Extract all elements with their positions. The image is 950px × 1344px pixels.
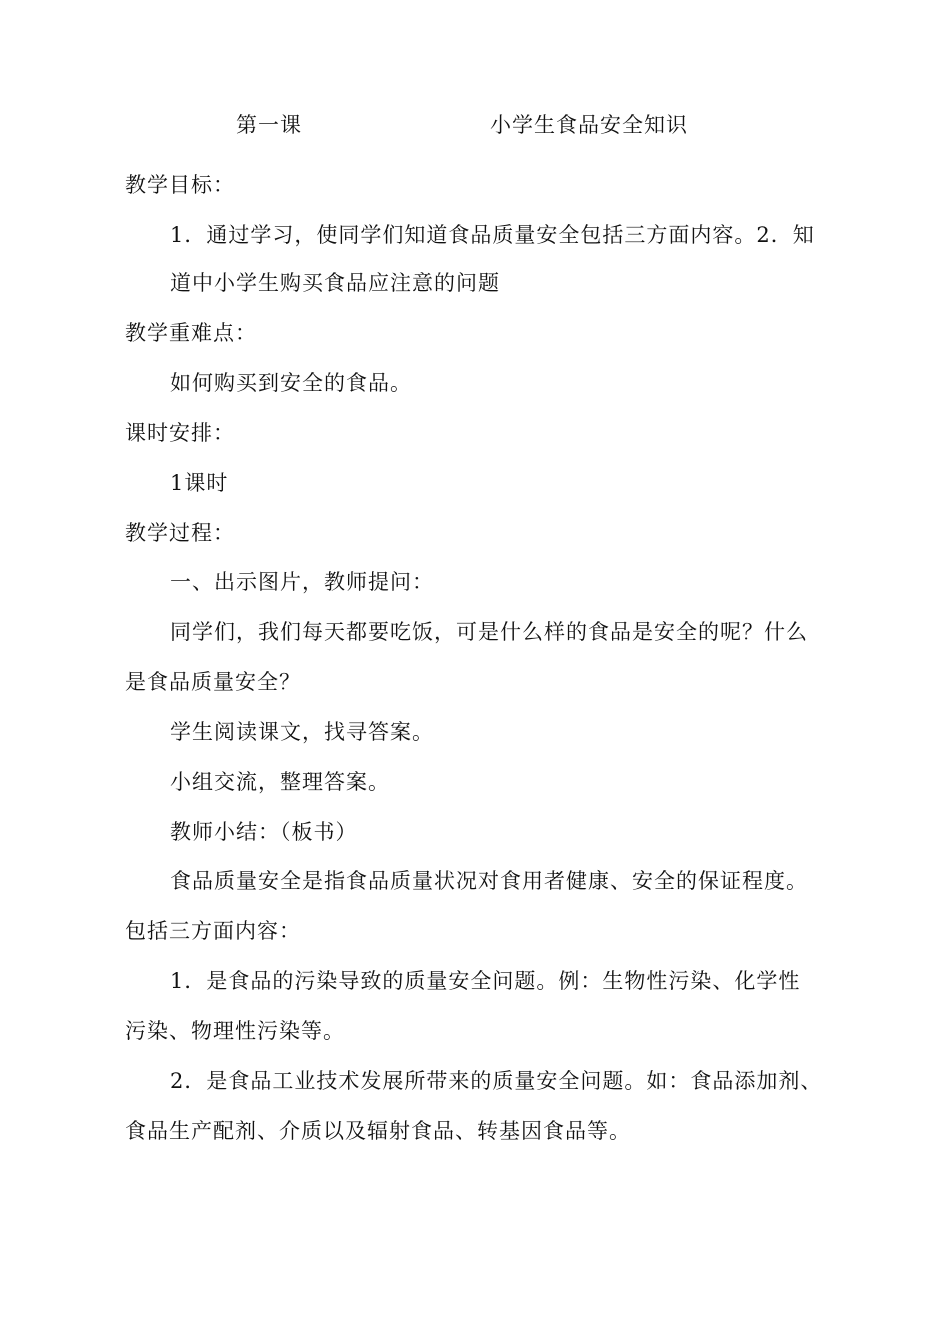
lesson-number: 第一课 (236, 113, 302, 137)
schedule-text: 1课时 (170, 471, 229, 495)
objective-text: 1．通过学习，使同学们知道食品质量安全包括三方面内容。2．知 (170, 223, 815, 247)
process-step-1: 一、出示图片，教师提问： (170, 570, 434, 594)
paragraph-line: 同学们，我们每天都要吃饭，可是什么样的食品是安全的呢？什么 (170, 620, 808, 644)
key-point-text: 如何购买到安全的食品。 (170, 371, 412, 395)
lesson-title: 小学生食品安全知识 (490, 113, 688, 137)
list-item-2-cont: 食品生产配剂、介质以及辐射食品、转基因食品等。 (125, 1119, 631, 1143)
objective-text-cont: 道中小学生购买食品应注意的问题 (170, 271, 500, 295)
heading-schedule: 课时安排： (125, 421, 235, 445)
paragraph-line: 包括三方面内容： (125, 919, 301, 943)
heading-key-points: 教学重难点： (125, 321, 257, 345)
paragraph-line: 教师小结：（板书） (170, 820, 358, 844)
paragraph-line: 食品质量安全是指食品质量状况对食用者健康、安全的保证程度。 (170, 869, 808, 893)
paragraph-line: 学生阅读课文，找寻答案。 (170, 720, 434, 744)
heading-process: 教学过程： (125, 521, 235, 545)
list-item-1-cont: 污染、物理性污染等。 (125, 1019, 345, 1043)
list-item-1: 1．是食品的污染导致的质量安全问题。例：生物性污染、化学性 (170, 969, 801, 993)
list-item-2: 2．是食品工业技术发展所带来的质量安全问题。如：食品添加剂、 (170, 1069, 823, 1093)
paragraph-line: 是食品质量安全？ (125, 670, 301, 694)
paragraph-line: 小组交流，整理答案。 (170, 770, 390, 794)
heading-objectives: 教学目标： (125, 173, 235, 197)
